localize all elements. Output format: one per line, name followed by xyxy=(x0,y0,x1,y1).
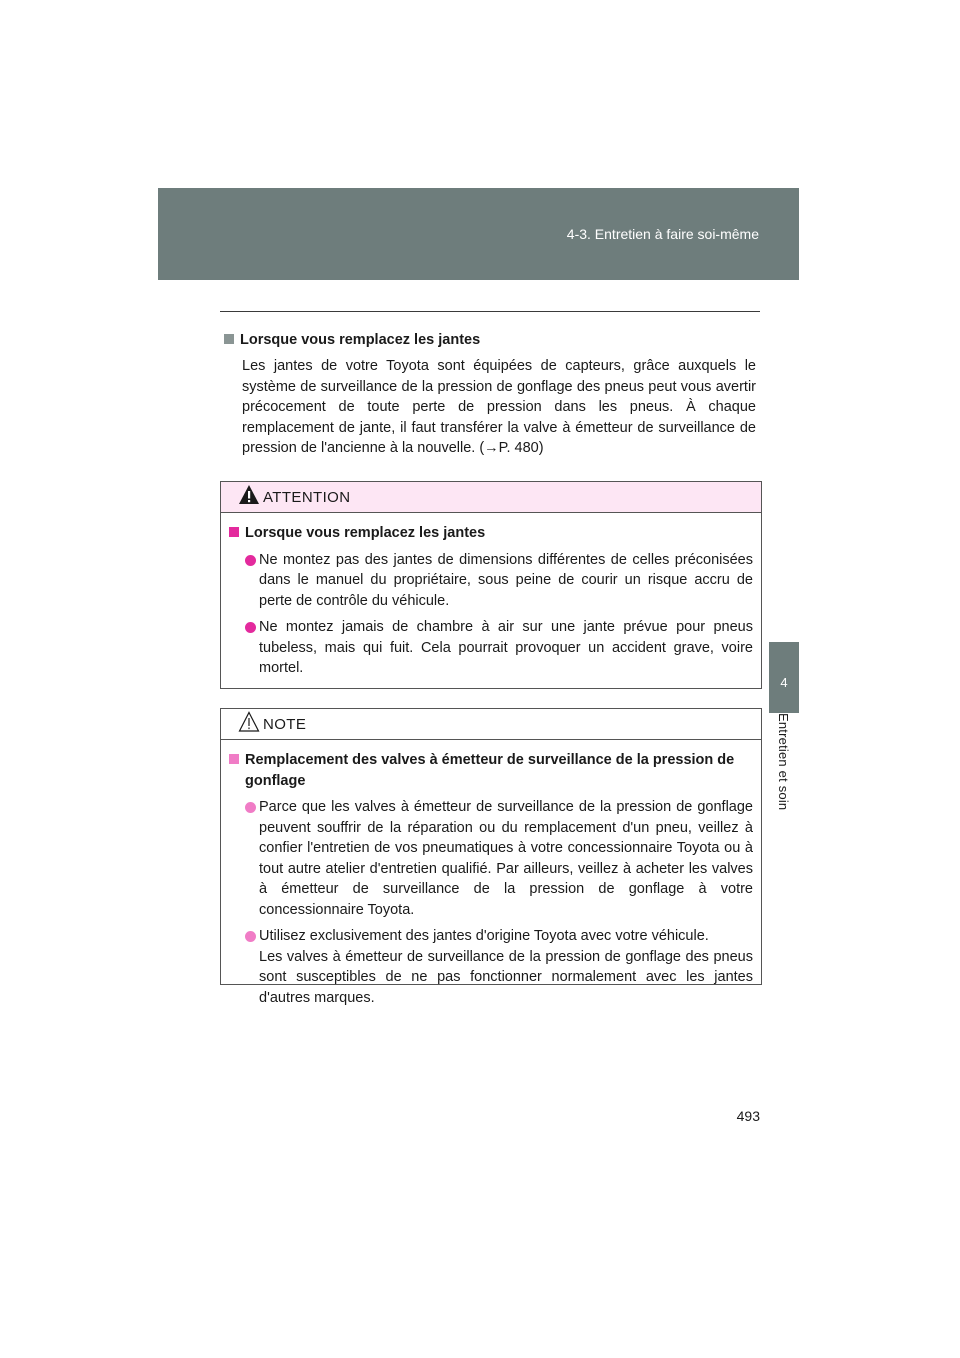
chapter-number: 4 xyxy=(780,675,788,690)
note-header xyxy=(221,709,761,740)
pink-dot-bullet-icon xyxy=(245,622,256,633)
note-heading xyxy=(229,750,753,791)
square-bullet-icon xyxy=(224,334,234,344)
note-item xyxy=(229,797,753,920)
note-body xyxy=(221,740,761,1008)
note-item-continuation: Les valves à émetteur de surveillance de la pression de gonflage des pneus sont susceptibles de ne pas fonctionner normalement avec les jantes d'autres marques. xyxy=(259,948,753,1006)
attention-item-text: Ne montez jamais de chambre à air sur une jante prévue pour pneus tubeless, mais qui fuit. Cela pourrait provoquer un accident grave, voire mortel. xyxy=(259,619,753,676)
attention-heading-text: Lorsque vous remplacez les jantes xyxy=(245,525,486,541)
note-title: NOTE xyxy=(263,716,307,733)
attention-title: ATTENTION xyxy=(263,489,351,506)
pink-square-bullet-icon xyxy=(229,527,239,537)
pink-dot-bullet-icon xyxy=(245,802,256,813)
section-title: 4-3. Entretien à faire soi-même xyxy=(566,226,759,242)
note-box xyxy=(220,708,762,1006)
pink-square-bullet-icon xyxy=(229,754,239,764)
attention-item xyxy=(229,617,753,679)
attention-body xyxy=(221,513,761,679)
pink-dot-bullet-icon xyxy=(245,931,256,942)
chapter-tab xyxy=(769,642,799,713)
attention-box xyxy=(220,481,762,689)
attention-header xyxy=(221,482,761,513)
warning-triangle-icon xyxy=(238,484,260,506)
intro-section xyxy=(224,330,756,459)
chapter-label-wrap xyxy=(769,713,799,873)
note-item xyxy=(229,926,753,1008)
intro-heading-text: Lorsque vous remplacez les jantes xyxy=(240,332,481,348)
note-heading-text: Remplacement des valves à émetteur de surveillance de la pression de gonflage xyxy=(245,752,735,789)
attention-item xyxy=(229,550,753,612)
top-rule xyxy=(220,311,760,312)
chapter-label: Entretien et soin xyxy=(776,713,791,811)
intro-paragraph: Les jantes de votre Toyota sont équipées de capteurs, grâce auxquels le système de surveillance de la pression de gonflage des pneus peut vous avertir précocement de toute perte de pression dans les pneus. À chaque remplacement de jante, il faut transférer la valve à émetteur de surveillance de pression de l'ancienne à la nouvelle. (→P. 480) xyxy=(242,358,756,456)
header-band xyxy=(158,188,799,280)
caution-triangle-icon xyxy=(238,711,260,733)
attention-item-text: Ne montez pas des jantes de dimensions différentes de celles préconisées dans le manuel du propriétaire, sous peine de courir un risque accru de perte de contrôle du véhicule. xyxy=(259,551,753,609)
note-item-text: Utilisez exclusivement des jantes d'origine Toyota avec votre véhicule. xyxy=(259,928,709,944)
intro-heading xyxy=(224,330,756,350)
pink-dot-bullet-icon xyxy=(245,555,256,566)
page-number: 493 xyxy=(736,1108,760,1124)
attention-heading xyxy=(229,523,753,544)
note-item-text: Parce que les valves à émetteur de surveillance de la pression de gonflage peuvent souffrir de la réparation ou du remplacement d'un pneu, veillez à confier l'entretien de vos pneumatiques à votre concessionnaire Toyota ou à tout autre atelier d'entretien qualifié. Par ailleurs, veillez à acheter les valves à émetteur de surveillance de la pression de gonflage à votre concessionnaire Toyota. xyxy=(259,799,753,918)
